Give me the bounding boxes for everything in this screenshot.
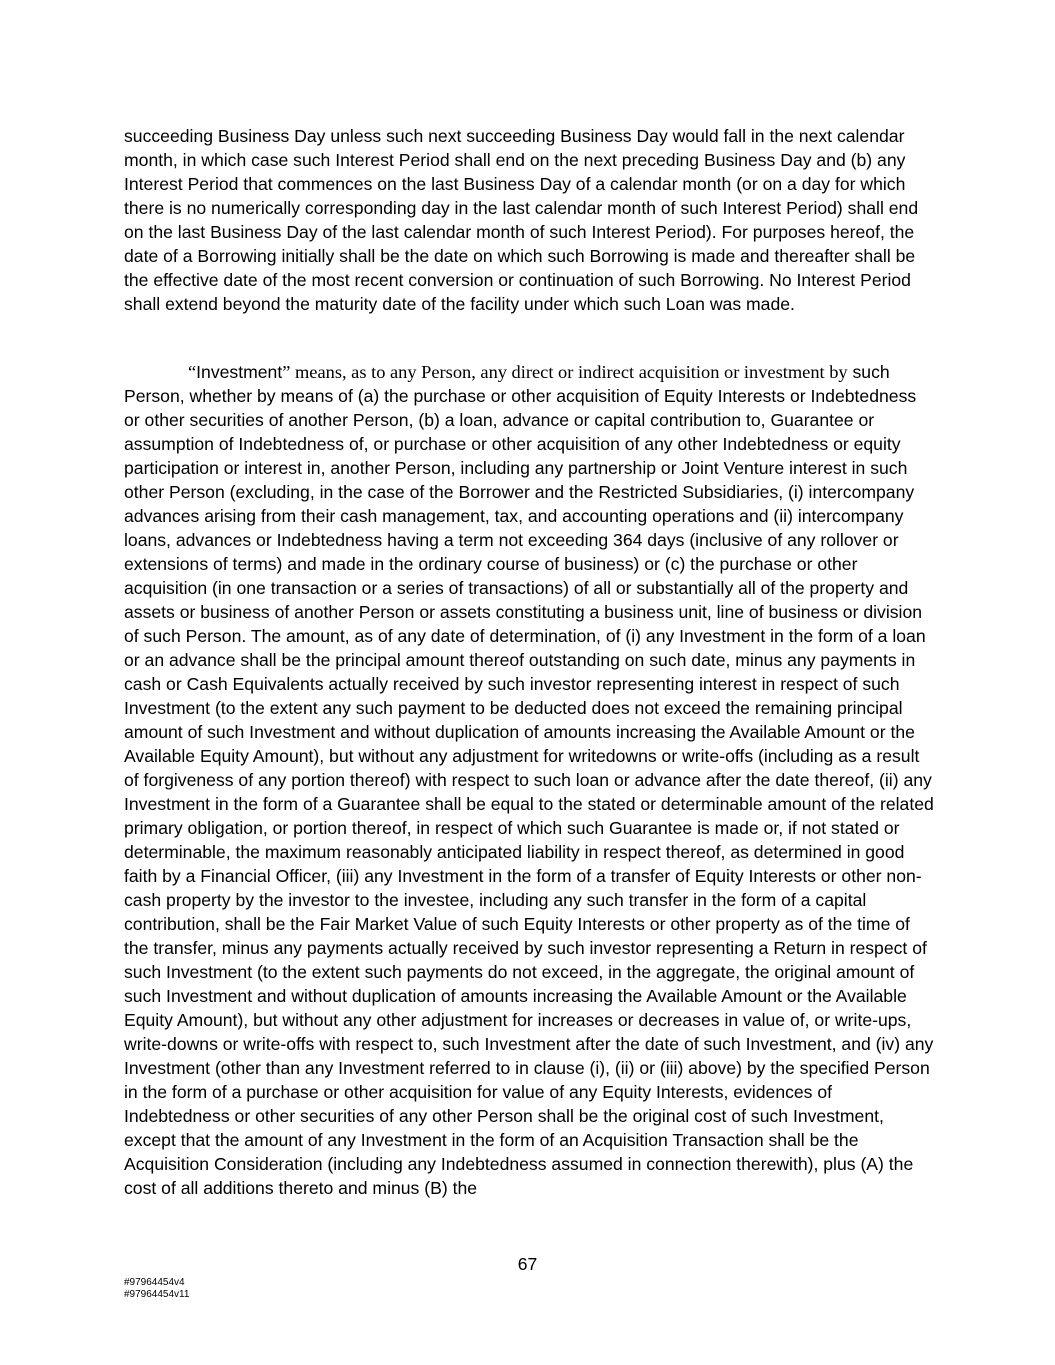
paragraph-interest-period-continuation: succeeding Business Day unless such next succeeding Business Day would fall in the next calendar month, in which case such Interest Period shall end on the next preceding Business Day and (b) any Interest Period that commences on the last Business Day of a calendar month (or on a day for which there is no numerically corresponding day in the last calendar month of such Interest Period) shall end on the last Business Day of the last calendar month of such Interest Period). For purposes hereof, the date of a Borrowing initially shall be the date on which such Borrowing is made and thereafter shall be the effective date of the most recent conversion or continuation of such Borrowing. No Interest Period shall extend beyond the maturity date of the facility under which such Loan was made. [124,126,919,314]
defined-term-investment: Investment [196,362,283,382]
close-quote: ” [282,362,291,382]
document-id-v4: #97964454v4 [124,1277,185,1288]
page-number: 67 [517,1254,538,1274]
document-id-v11: #97964454v11 [124,1289,190,1300]
definition-lead-in: means, as to any Person, any direct or indirect acquisition or investment by [290,362,848,382]
open-quote: “ [188,362,197,382]
paragraph-investment-definition [124,360,934,1200]
definition-body: such Person, whether by means of (a) the purchase or other acquisition of Equity Interests or Indebtedness or other securities of another Person, (b) a loan, advance or capital contribution to, Guarantee or assumption of Indebtedness of, or purchase or other acquisition of any other Indebtedness or equity participation or interest in, another Person, including any partnership or Joint Venture interest in such other Person (excluding, in the case of the Borrower and the Restricted Subsidiaries, (i) intercompany advances arising from their cash management, tax, and accounting operations and (ii) intercompany loans, advances or Indebtedness having a term not exceeding 364 days (inclusive of any rollover or extensions of terms) and made in the ordinary course of business) or (c) the purchase or other acquisition (in one transaction or a series of transactions) of all or substantially all of the property and assets or business of another Person or assets constituting a business unit, line of business or division of such Person. The amount, as of any date of determination, of (i) any Investment in the form of a loan or an advance shall be the principal amount thereof outstanding on such date, minus any payments in cash or Cash Equivalents actually received by such investor representing interest in respect of such Investment (to the extent any such payment to be deducted does not exceed the remaining principal amount of such Investment and without duplication of amounts increasing the Available Amount or the Available Equity Amount), but without any adjustment for writedowns or write-offs (including as a result of forgiveness of any portion thereof) with respect to such loan or advance after the date thereof, (ii) any Investment in the form of a Guarantee shall be equal to the stated or determinable amount of the related primary obligation, or portion thereof, in respect of which such Guarantee is made or, if not stated or determinable, the maximum reasonably anticipated liability in respect thereof, as determined in good faith by a Financial Officer, (iii) any Investment in the form of a transfer of Equity Interests or other non-cash property by the investor to the investee, including any such transfer in the form of a capital contribution, shall be the Fair Market Value of such Equity Interests or other property as of the time of the transfer, minus any payments actually received by such investor representing a Return in respect of such Investment (to the extent such payments do not exceed, in the aggregate, the original amount of such Investment and without duplication of amounts increasing the Available Amount or the Available Equity Amount), but without any other adjustment for increases or decreases in value of, or write-ups, write-downs or write-offs with respect to, such Investment after the date of such Investment, and (iv) any Investment (other than any Investment referred to in clause (i), (ii) or (iii) above) by the specified Person in the form of a purchase or other acquisition for value of any Equity Interests, evidences of Indebtedness or other securities of any other Person shall be the original cost of such Investment, except that the amount of any Investment in the form of an Acquisition Transaction shall be the Acquisition Consideration (including any Indebtedness assumed in connection therewith), plus (A) the cost of all additions thereto and minus (B) the [124,362,934,1198]
